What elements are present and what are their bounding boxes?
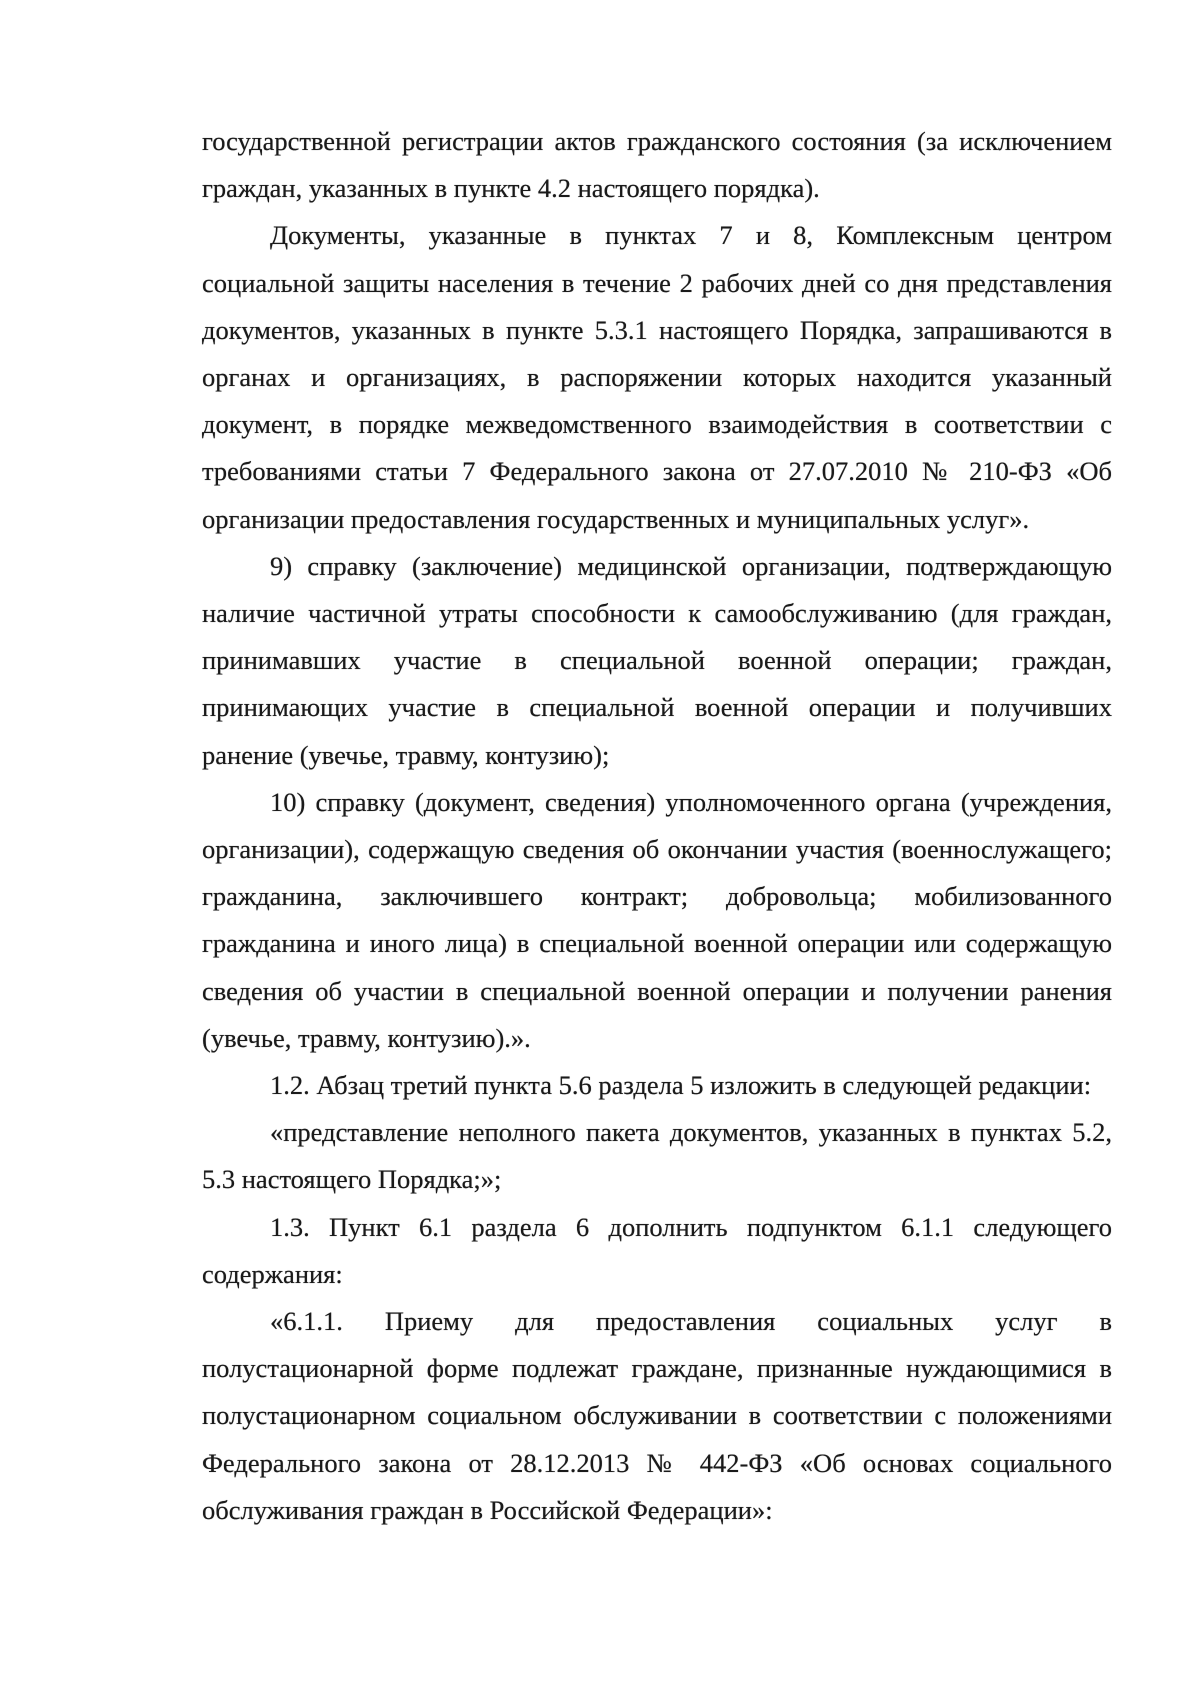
paragraph-subclause-6-1-1: «6.1.1. Приему для предоставления социальных услуг в полустационарной форме подлежат граждане, признанные нуждающимися в полустационарном социальном обслуживании в соответствии с положениями Федерального закона от 28.12.2013 № 442-ФЗ «Об основах социального обслуживания граждан в Российской Федерации»: — [202, 1306, 1112, 1525]
paragraph-interagency-request: Документы, указанные в пунктах 7 и 8, Комплексным центром социальной защиты населения в течение 2 рабочих дней со дня представления документов, указанных в пункте 5.3.1 настоящего Порядка, запрашиваются в органах и организациях, в распоряжении которых находится указанный документ, в порядке межведомственного взаимодействия в соответствии с требованиями статьи 7 Федерального закона от 27.07.2010 № 210-ФЗ «Об организации предоставления государственных и муниципальных услуг». — [202, 220, 1112, 534]
paragraph-amendment-1-2-quote: «представление неполного пакета документов, указанных в пунктах 5.2, 5.3 настоящего Порядка;»; — [202, 1117, 1112, 1195]
document-body — [202, 118, 1112, 1534]
paragraph-registration-exception: государственной регистрации актов гражданского состояния (за исключением граждан, указанных в пункте 4.2 настоящего порядка). — [202, 126, 1112, 204]
paragraph-amendment-1-2: 1.2. Абзац третий пункта 5.6 раздела 5 изложить в следующей редакции: — [270, 1070, 1092, 1101]
paragraph-amendment-1-3: 1.3. Пункт 6.1 раздела 6 дополнить подпунктом 6.1.1 следующего содержания: — [202, 1211, 1112, 1289]
paragraph-item-10-authority-certificate: 10) справку (документ, сведения) уполномоченного органа (учреждения, организации), содержащую сведения об окончании участия (военнослужащего; гражданина, заключившего контракт; добровольца; мобилизованного гражданина и иного лица) в специальной военной операции или содержащую сведения об участии в специальной военной операции и получении ранения (увечье, травму, контузию).». — [202, 786, 1112, 1053]
paragraph-item-9-medical-certificate: 9) справку (заключение) медицинской организации, подтверждающую наличие частичной утраты способности к самообслуживанию (для граждан, принимавших участие в специальной военной операции; граждан, принимающих участие в специальной военной операции и получивших ранение (увечье, травму, контузию); — [202, 550, 1112, 770]
